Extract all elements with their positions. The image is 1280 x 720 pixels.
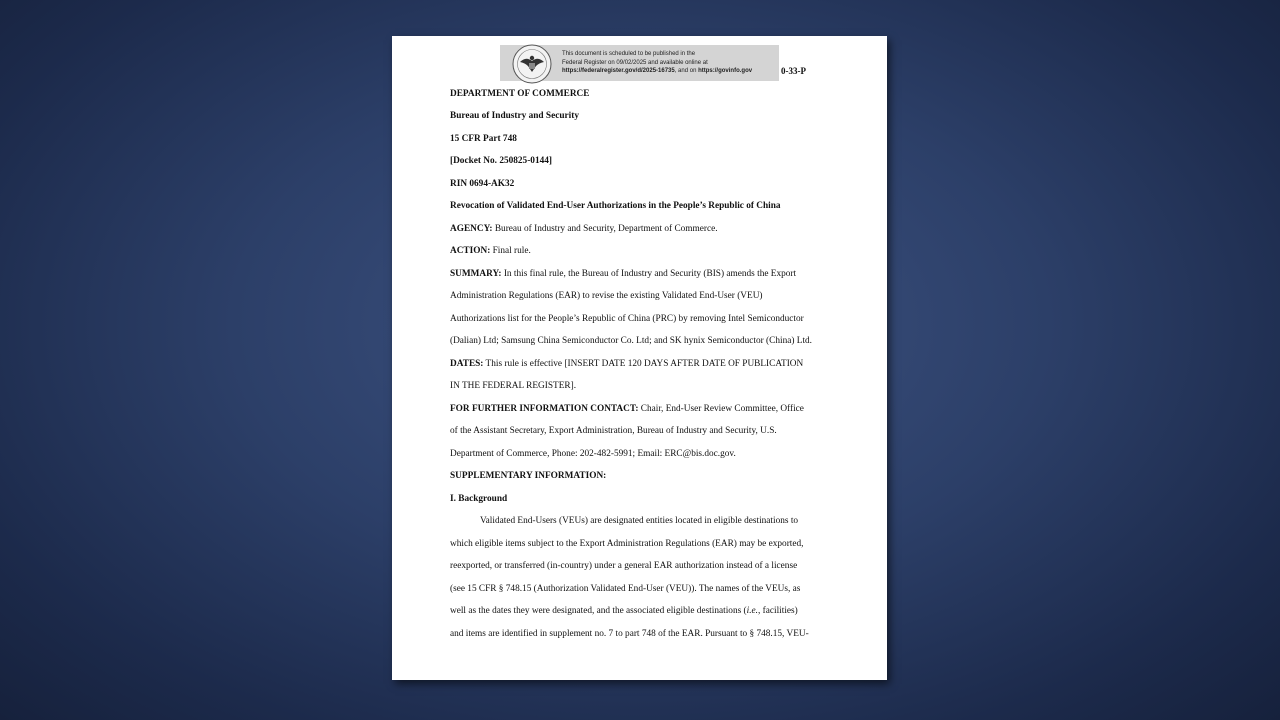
commerce-seal-icon [512, 44, 552, 84]
dates-text-1: This rule is effective [INSERT DATE 120 DAYS AFTER DATE OF PUBLICATION [483, 359, 804, 369]
contact-line-3: Department of Commerce, Phone: 202-482-5991; Email: ERC@bis.doc.gov. [450, 449, 736, 459]
summary-line-2: Administration Regulations (EAR) to revise the existing Validated End-User (VEU) [450, 291, 763, 301]
agency-line [450, 223, 718, 235]
dates-line-2: IN THE FEDERAL REGISTER]. [450, 381, 577, 391]
agency-label: AGENCY: [450, 224, 493, 234]
rin-number: RIN 0694-AK32 [450, 179, 515, 189]
rule-title: Revocation of Validated End-User Authorizations in the People’s Republic of China [450, 201, 781, 211]
summary-text-1: In this final rule, the Bureau of Industry and Security (BIS) amends the Export [501, 269, 797, 279]
document-page [392, 36, 887, 680]
summary-label: SUMMARY: [450, 269, 502, 279]
summary-line-3: Authorizations list for the People’s Republic of China (PRC) by removing Intel Semiconductor [450, 314, 804, 324]
background-line-5-ie: i.e. [746, 606, 758, 616]
stamp-line-2: Federal Register on 09/02/2025 and available online at [562, 59, 708, 66]
background-line-3: reexported, or transferred (in-country) under a general EAR authorization instead of a license [450, 561, 798, 571]
contact-line-2: of the Assistant Secretary, Export Administration, Bureau of Industry and Security, U.S. [450, 426, 777, 436]
dates-line-1 [450, 358, 803, 370]
stamp-line-1: This document is scheduled to be published in the [562, 51, 696, 58]
govinfo-link[interactable]: https://govinfo.gov [698, 68, 753, 75]
publication-stamp [500, 45, 779, 81]
agency-text: Bureau of Industry and Security, Department of Commerce. [492, 224, 718, 234]
stamp-text [562, 50, 752, 76]
contact-line-1 [450, 403, 804, 415]
summary-line-1 [450, 268, 796, 280]
action-line [450, 245, 531, 257]
contact-label: FOR FURTHER INFORMATION CONTACT: [450, 404, 639, 414]
federal-register-link[interactable]: https://federalregister.gov/d/2025-16735 [562, 68, 675, 75]
billing-code: 0-33-P [781, 66, 806, 76]
cfr-part: 15 CFR Part 748 [450, 134, 517, 144]
summary-line-4: (Dalian) Ltd; Samsung China Semiconductor Co. Ltd; and SK hynix Semiconductor (China) Ltd. [450, 336, 813, 346]
contact-text-1: Chair, End-User Review Committee, Office [638, 404, 804, 414]
action-label: ACTION: [450, 246, 491, 256]
dates-label: DATES: [450, 359, 484, 369]
background-line-5-b: , facilities) [758, 606, 798, 616]
bureau-heading: Bureau of Industry and Security [450, 111, 579, 121]
stamp-line-3 [562, 67, 752, 76]
background-heading: I. Background [450, 494, 508, 504]
background-line-2: which eligible items subject to the Export Administration Regulations (EAR) may be exported, [450, 539, 804, 549]
stamp-mid-text: , and on [674, 68, 699, 75]
background-line-1: Validated End-Users (VEUs) are designated entities located in eligible destinations to [480, 516, 799, 526]
background-line-5-a: well as the dates they were designated, and the associated eligible destinations ( [450, 606, 747, 616]
supplementary-heading: SUPPLEMENTARY INFORMATION: [450, 471, 607, 481]
background-line-5 [450, 605, 798, 617]
department-heading: DEPARTMENT OF COMMERCE [450, 89, 590, 99]
docket-number: [Docket No. 250825-0144] [450, 156, 552, 166]
background-line-6: and items are identified in supplement no. 7 to part 748 of the EAR. Pursuant to § 748.15, VEU- [450, 629, 809, 639]
action-text: Final rule. [490, 246, 531, 256]
background-line-4: (see 15 CFR § 748.15 (Authorization Validated End-User (VEU)). The names of the VEUs, as [450, 584, 801, 594]
